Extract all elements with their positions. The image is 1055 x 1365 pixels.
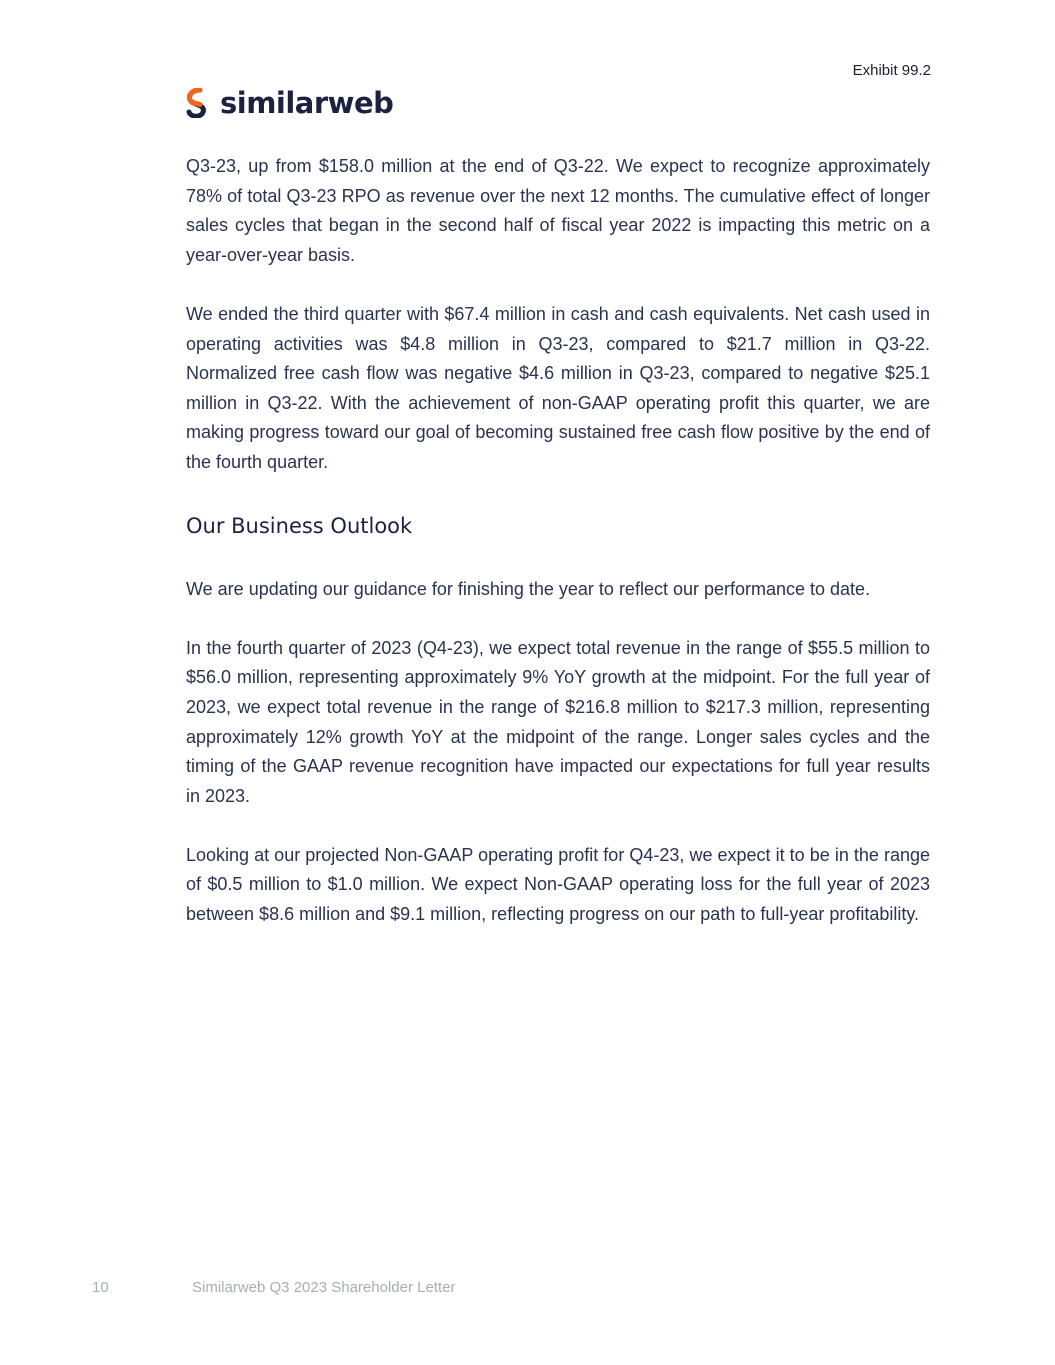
- paragraph-guidance-intro: We are updating our guidance for finishing the year to reflect our performance to date.: [186, 578, 871, 599]
- section-spacer: [186, 541, 930, 575]
- paragraph-revenue-guidance: In the fourth quarter of 2023 (Q4-23), we expect total revenue in the range of $55.5 million to $56.0 million, representing approximately 9% YoY growth at the midpoint. For the full year of 2023, we expect total revenue in the range of $216.8 million to $217.3 million, representing approximately 12% growth YoY at the midpoint of the range. Longer sales cycles and the timing of the GAAP revenue recognition have impacted our expectations for full year results in 2023.: [186, 637, 930, 806]
- paragraph-spacer: [186, 604, 930, 634]
- document-body: [186, 152, 930, 930]
- paragraph-cash: We ended the third quarter with $67.4 million in cash and cash equivalents. Net cash used in operating activities was $4.8 million in Q3-23, compared to $21.7 million in Q3-22. Normalized free cash flow was negative $4.6 million in Q3-23, compared to negative $25.1 million in Q3-22. With the achievement of non-GAAP operating profit this quarter, we are making progress toward our goal of becoming sustained free cash flow positive by the end of the fourth quarter.: [186, 303, 930, 472]
- similarweb-logo-icon: [186, 88, 212, 118]
- similarweb-logo: [186, 86, 393, 120]
- paragraph-spacer: [186, 270, 930, 300]
- paragraph-rpo: Q3-23, up from $158.0 million at the end of Q3-22. We expect to recognize approximately 78% of total Q3-23 RPO as revenue over the next 12 months. The cumulative effect of longer sales cycles that began in the second half of fiscal year 2022 is impacting this metric on a year-over-year basis.: [186, 156, 930, 265]
- paragraph-spacer: [186, 811, 930, 841]
- logo-wordmark: similarweb: [220, 86, 394, 120]
- exhibit-label: Exhibit 99.2: [852, 62, 931, 79]
- section-heading-outlook: Our Business Outlook: [186, 513, 413, 538]
- page-number: 10: [92, 1279, 109, 1296]
- paragraph-profit-guidance: Looking at our projected Non-GAAP operating profit for Q4-23, we expect it to be in the range of $0.5 million to $1.0 million. We expect Non-GAAP operating loss for the full year of 2023 between $8.6 million and $9.1 million, reflecting progress on our path to full-year profitability.: [186, 844, 930, 925]
- section-spacer: [186, 478, 930, 511]
- page-footer: [92, 1279, 455, 1296]
- footer-title: Similarweb Q3 2023 Shareholder Letter: [192, 1279, 456, 1296]
